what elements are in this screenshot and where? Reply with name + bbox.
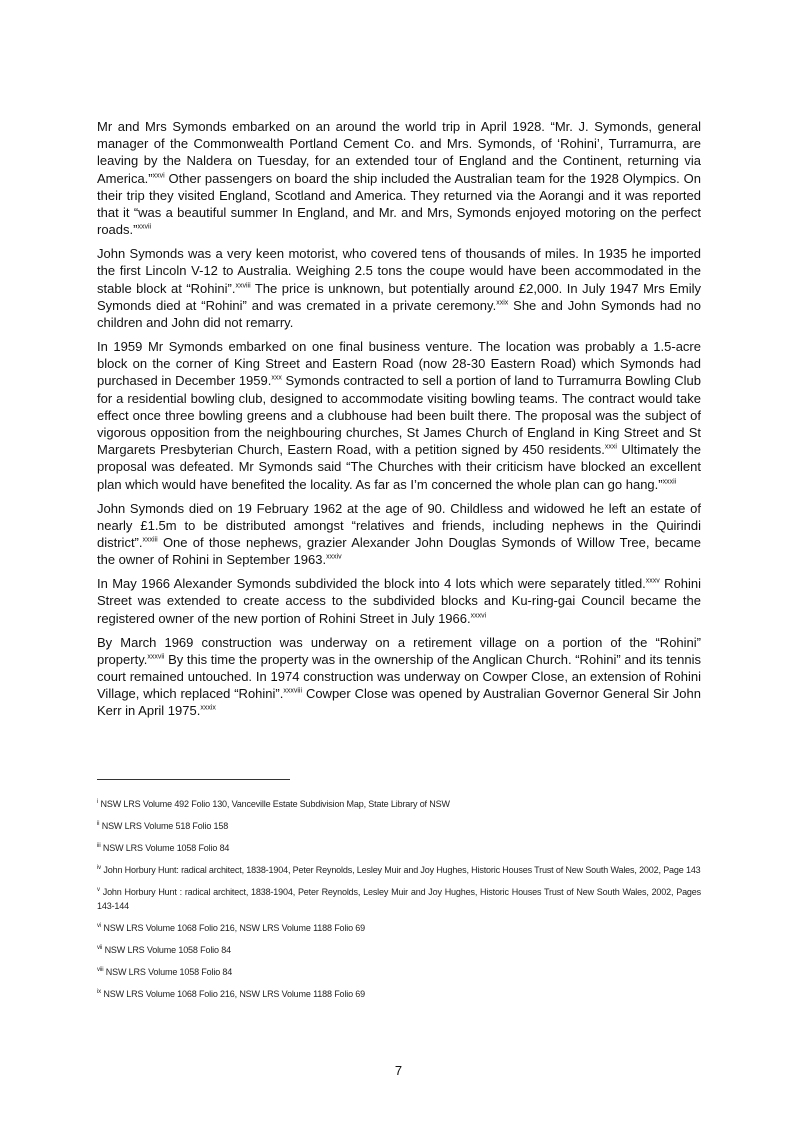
paragraph-text: Other passengers on board the ship included the Australian team for the 1928 Olympics. On their trip they visited England, Scotland and America. They returned via the Aorangi and it was reported that it “was a beautiful summer In England, and Mr. and Mrs, Symonds enjoyed motoring on the perfect roads.” [97, 170, 701, 238]
footnote-text: NSW LRS Volume 492 Folio 130, Vanceville Estate Subdivision Map, State Library of NSW [98, 799, 450, 809]
footnote-text: NSW LRS Volume 518 Folio 158 [99, 821, 229, 831]
body-paragraph [97, 118, 701, 238]
footnote-text: NSW LRS Volume 1058 Folio 84 [100, 843, 230, 853]
endnote-reference: xxxv [645, 577, 660, 585]
footnote-mark: v [97, 887, 100, 893]
body-text [97, 118, 701, 726]
paragraph-text: Cowper Close was opened by Australian Governor General Sir John Kerr in April 1975. [97, 686, 701, 719]
footnote-mark: viii [97, 966, 104, 973]
endnote-reference: xxx [271, 375, 282, 383]
footnote-separator [97, 779, 290, 780]
footnote-text: NSW LRS Volume 1058 Folio 84 [102, 944, 231, 955]
footnote [97, 966, 701, 980]
footnote-text: NSW LRS Volume 1058 Folio 84 [103, 966, 233, 977]
footnote [97, 988, 701, 1002]
body-paragraph [97, 634, 701, 720]
footnote-text: NSW LRS Volume 1068 Folio 216, NSW LRS Volume 1188 Folio 69 [101, 922, 366, 933]
footnote-mark: vi [97, 922, 102, 929]
paragraph-text: Symonds contracted to sell a portion of land to Turramurra Bowling Club for a residential bowling club, designed to accommodate visiting bowling teams. The contract would take effect once three bowling greens and a clubhouse had been built there. The proposal was the subject of vigorous opposition from the neighbouring churches, St James Church of England in King Street and St Margarets Presbyterian Church, Eastern Road, with a petition signed by 450 residents. [97, 373, 701, 458]
endnote-reference: xxix [496, 299, 509, 307]
footnote [97, 798, 701, 812]
endnote-reference: xxvi [152, 172, 165, 180]
footnote-mark: ix [97, 988, 102, 995]
footnote-mark: iii [97, 843, 101, 849]
body-paragraph [97, 338, 701, 493]
footnote-mark: i [97, 799, 99, 805]
paragraph-text: By March 1969 construction was underway on a retirement village on a portion of the “Rohini” property. [97, 634, 701, 667]
footnote [97, 820, 701, 834]
body-paragraph [97, 245, 701, 331]
paragraph-text: The price is unknown, but potentially around £2,000. In July 1947 Mrs Emily Symonds died at “Rohini” and was cremated in a private ceremony. [97, 280, 701, 313]
endnote-reference: xxviii [235, 282, 251, 290]
endnote-reference: xxxiii [142, 536, 158, 544]
footnotes [97, 798, 701, 1010]
endnote-reference: xxxvii [147, 653, 165, 661]
body-paragraph [97, 575, 701, 627]
paragraph-text: John Symonds was a very keen motorist, who covered tens of thousands of miles. In 1935 he imported the first Lincoln V-12 to Australia. Weighing 2.5 tons the coupe would have been accommodated in the stable block at “Rohini”. [97, 246, 701, 296]
endnote-reference: xxxii [662, 478, 677, 486]
paragraph-text: Mr and Mrs Symonds embarked on an around the world trip in April 1928. “Mr. J. Symonds, general manager of the Commonwealth Portland Cement Co. and Mrs. Symonds, of ‘Rohini’, Turramurra, are leaving by the Naldera on Tuesday, for an extended tour of England and the Continent, returning via America.” [97, 119, 701, 186]
body-paragraph [97, 500, 701, 569]
footnote-text: John Horbury Hunt : radical architect, 1838-1904, Peter Reynolds, Lesley Muir and Joy Hughes, Historic Houses Trust of New South Wales, 2002, Pages 143-144 [97, 887, 701, 911]
footnote [97, 944, 701, 958]
endnote-reference: xxxiv [326, 553, 342, 561]
footnote [97, 864, 701, 878]
page-number: 7 [394, 1063, 403, 1078]
paragraph-text: In 1959 Mr Symonds embarked on one final business venture. The location was probably a 1.5-acre block on the corner of King Street and Eastern Road (now 28-30 Eastern Road) which Symonds had purchased in December 1959. [97, 339, 701, 389]
paragraph-text: One of those nephews, grazier Alexander John Douglas Symonds of Willow Tree, became the owner of Rohini in September 1963. [97, 535, 701, 568]
footnote [97, 886, 701, 913]
endnote-reference: xxxvi [470, 612, 487, 620]
footnote-mark: iv [97, 865, 102, 871]
footnote [97, 842, 701, 856]
footnote-mark: vii [97, 944, 103, 951]
footnote [97, 922, 701, 936]
paragraph-text: She and John Symonds had no children and John did not remarry. [97, 297, 701, 331]
endnote-reference: xxxix [200, 705, 216, 713]
footnote-text: John Horbury Hunt: radical architect, 1838-1904, Peter Reynolds, Lesley Muir and Joy Hughes, Historic Houses Trust of New South Wales, 2002, Page 143 [101, 865, 701, 875]
paragraph-text: By this time the property was in the ownership of the Anglican Church. “Rohini” and its tennis court remained untouched. In 1974 construction was underway on Cowper Close, an extension of Rohini Village, which replaced “Rohini”. [97, 651, 701, 702]
paragraph-text: Rohini Street was extended to create access to the subdivided blocks and Ku-ring-gai Council became the registered owner of the new portion of Rohini Street in July 1966. [97, 576, 702, 626]
endnote-reference: xxvii [137, 223, 152, 231]
paragraph-text: In May 1966 Alexander Symonds subdivided the block into 4 lots which were separately titled. [97, 576, 646, 592]
endnote-reference: xxxviii [283, 687, 303, 695]
paragraph-text: John Symonds died on 19 February 1962 at the age of 90. Childless and widowed he left an estate of nearly £1.5m to be distributed amongst “relatives and friends, including nephews in the Quirindi district”. [97, 500, 701, 551]
paragraph-text: Ultimately the proposal was defeated. Mr Symonds said “The Churches with their criticism have blocked an excellent plan which would have benefited the locality. As far as I’m concerned the whole plan can go hang.” [97, 442, 701, 492]
footnote-text: NSW LRS Volume 1068 Folio 216, NSW LRS Volume 1188 Folio 69 [101, 988, 366, 999]
endnote-reference: xxxi [604, 443, 617, 451]
footnote-mark: ii [97, 821, 100, 827]
